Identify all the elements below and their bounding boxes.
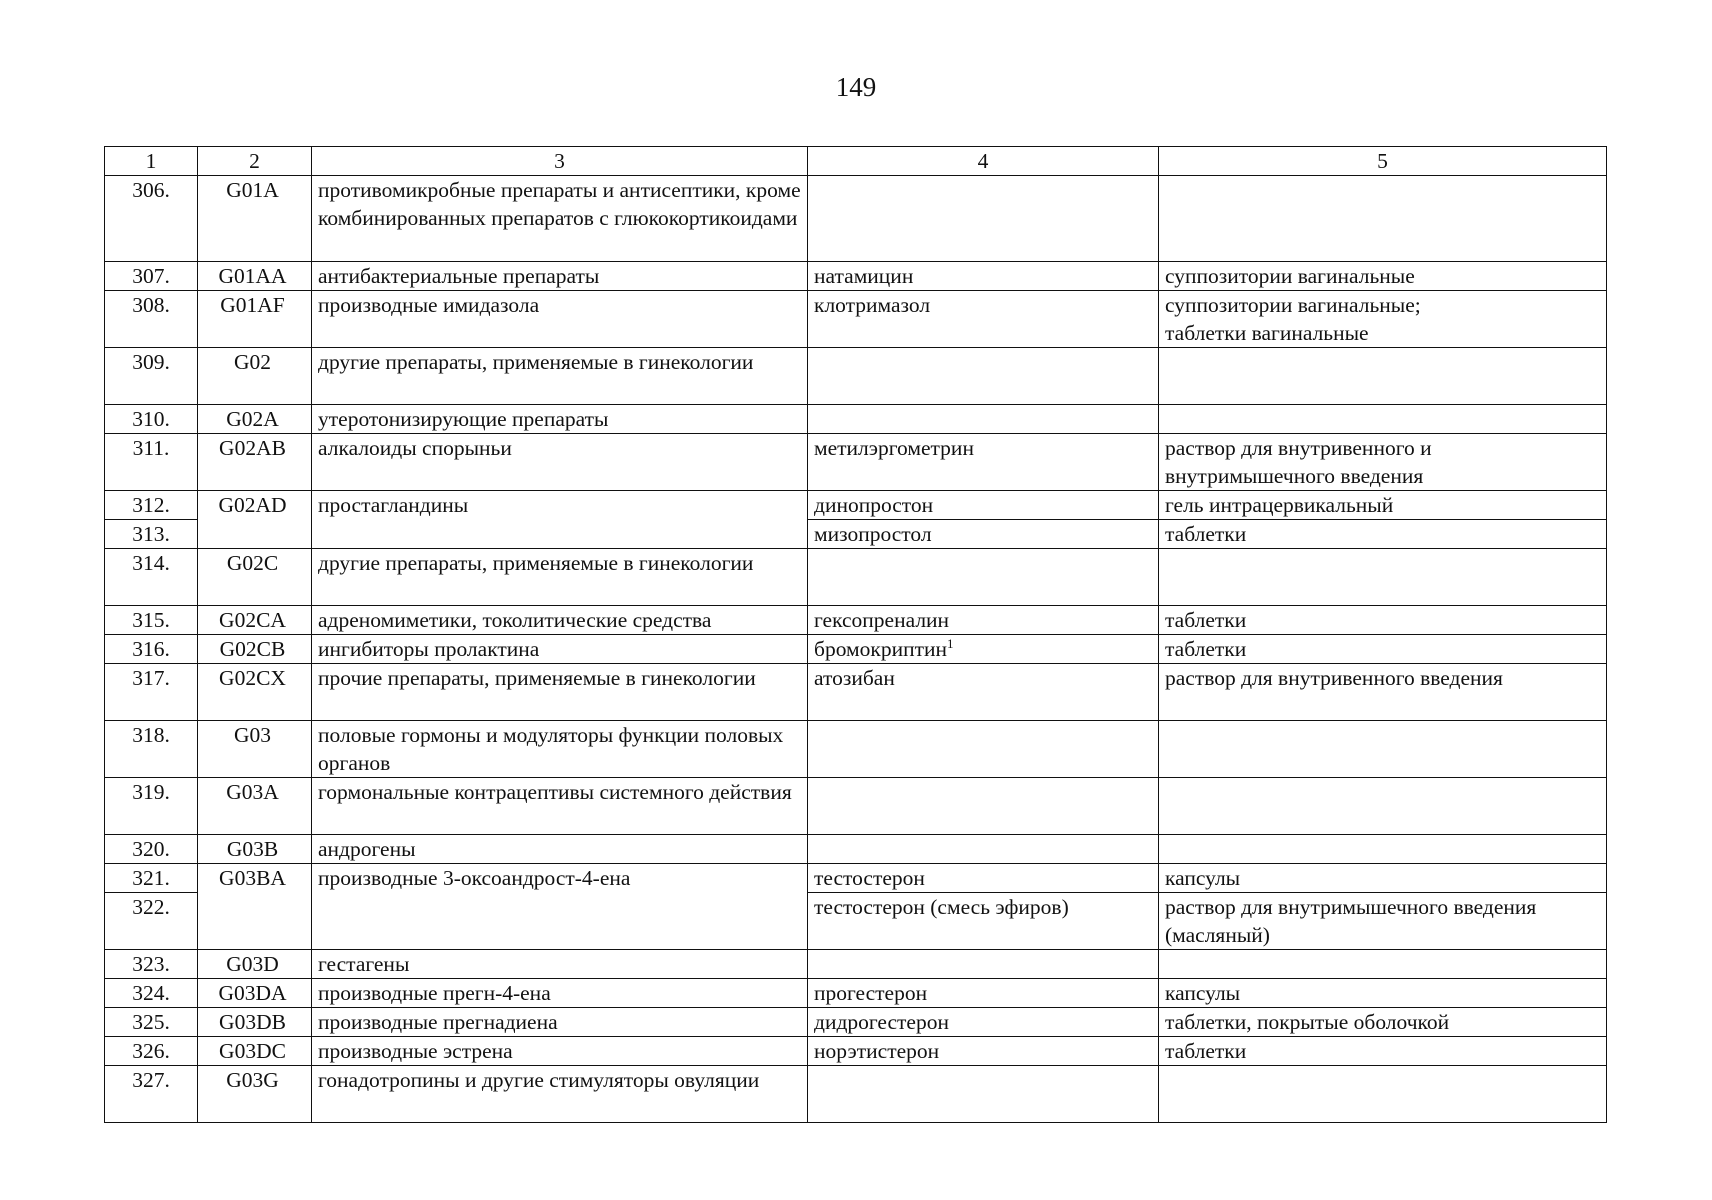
dosage-form [1159,404,1607,433]
dosage-form: таблетки [1159,634,1607,663]
drug-name-text: метилэргометрин [814,435,974,460]
drug-name [808,634,1159,663]
group-description: прочие препараты, применяемые в гинекологии [312,663,808,720]
dosage-form [1159,949,1607,978]
drug-name [808,490,1159,519]
drug-name [808,261,1159,290]
row-number: 308. [105,290,198,347]
table-row [105,663,1607,720]
table-row [105,261,1607,290]
drug-name-text: тестостерон [814,865,925,890]
atc-code: G02AD [198,490,312,548]
row-number: 313. [105,519,198,548]
drug-name-text: норэтистерон [814,1038,940,1063]
atc-code: G01AA [198,261,312,290]
table-row [105,433,1607,490]
table-row [105,548,1607,605]
drug-name [808,1007,1159,1036]
row-number: 321. [105,863,198,892]
drug-name-text: бромокриптин [814,636,947,661]
row-number: 325. [105,1007,198,1036]
drug-name [808,777,1159,834]
atc-code: G03 [198,720,312,777]
group-description: адреномиметики, токолитические средства [312,605,808,634]
table-row [105,176,1607,262]
group-description: гормональные контрацептивы системного действия [312,777,808,834]
group-description: утеротонизирующие препараты [312,404,808,433]
group-description: противомикробные препараты и антисептики, кроме комбинированных препаратов с глюкокортикоидами [312,176,808,262]
drug-name [808,978,1159,1007]
page-number: 149 [835,72,877,102]
atc-code: G03DB [198,1007,312,1036]
drug-name-text: атозибан [814,665,895,690]
drug-name [808,548,1159,605]
drug-name-text: клотримазол [814,292,931,317]
dosage-form: капсулы [1159,863,1607,892]
atc-code: G03DC [198,1036,312,1065]
row-number: 314. [105,548,198,605]
group-description: производные прегнадиена [312,1007,808,1036]
dosage-form: раствор для внутривенного и внутримышечного введения [1159,433,1607,490]
dosage-form: суппозитории вагинальные [1159,261,1607,290]
table-body [105,176,1607,1123]
group-description: простагландины [312,490,808,548]
drug-name [808,663,1159,720]
row-number: 319. [105,777,198,834]
group-description: другие препараты, применяемые в гинекологии [312,548,808,605]
dosage-form [1159,1065,1607,1122]
column-header: 1 [105,147,198,176]
row-number: 312. [105,490,198,519]
atc-code: G03D [198,949,312,978]
footnote-marker: 1 [947,635,954,651]
table-row [105,777,1607,834]
dosage-form [1159,176,1607,262]
drug-table [104,146,1607,1123]
dosage-form: гель интрацервикальный [1159,490,1607,519]
row-number: 327. [105,1065,198,1122]
dosage-form: капсулы [1159,978,1607,1007]
atc-code: G02AB [198,433,312,490]
dosage-form: таблетки, покрытые оболочкой [1159,1007,1607,1036]
dosage-form: раствор для внутримышечного введения (масляный) [1159,892,1607,949]
dosage-form: таблетки [1159,519,1607,548]
dosage-form: таблетки [1159,1036,1607,1065]
drug-name-text: мизопростол [814,521,932,546]
drug-name-text: прогестерон [814,980,928,1005]
drug-name [808,433,1159,490]
table-row [105,834,1607,863]
table-row [105,347,1607,404]
column-header: 3 [312,147,808,176]
atc-code: G02 [198,347,312,404]
group-description: андрогены [312,834,808,863]
drug-name [808,949,1159,978]
group-description: алкалоиды спорыньи [312,433,808,490]
dosage-form [1159,347,1607,404]
group-description: производные эстрена [312,1036,808,1065]
drug-name [808,1065,1159,1122]
row-number: 322. [105,892,198,949]
table-row [105,1036,1607,1065]
drug-name [808,290,1159,347]
drug-name [808,347,1159,404]
group-description: производные 3-оксоандрост-4-ена [312,863,808,949]
row-number: 311. [105,433,198,490]
row-number: 326. [105,1036,198,1065]
group-description: ингибиторы пролактина [312,634,808,663]
table-row [105,605,1607,634]
drug-name [808,863,1159,892]
row-number: 316. [105,634,198,663]
group-description: другие препараты, применяемые в гинекологии [312,347,808,404]
row-number: 306. [105,176,198,262]
table-row [105,1007,1607,1036]
row-number: 323. [105,949,198,978]
row-number: 317. [105,663,198,720]
group-description: производные имидазола [312,290,808,347]
dosage-form: суппозитории вагинальные; таблетки вагинальные [1159,290,1607,347]
table-row [105,490,1607,519]
row-number: 310. [105,404,198,433]
drug-name-text: тестостерон (смесь эфиров) [814,894,1069,919]
dosage-form [1159,777,1607,834]
row-number: 318. [105,720,198,777]
atc-code: G02CB [198,634,312,663]
group-description: производные прегн-4-ена [312,978,808,1007]
row-number: 315. [105,605,198,634]
table-row [105,404,1607,433]
drug-name [808,834,1159,863]
table-row [105,949,1607,978]
dosage-form: таблетки [1159,605,1607,634]
table-header-row [105,147,1607,176]
atc-code: G03A [198,777,312,834]
dosage-form [1159,548,1607,605]
drug-name [808,519,1159,548]
atc-code: G03DA [198,978,312,1007]
table-row [105,720,1607,777]
atc-code: G01A [198,176,312,262]
atc-code: G01AF [198,290,312,347]
drug-name-text: динопростон [814,492,934,517]
row-number: 309. [105,347,198,404]
column-header: 2 [198,147,312,176]
atc-code: G02CA [198,605,312,634]
table-row [105,863,1607,892]
atc-code: G02CX [198,663,312,720]
drug-name-text: натамицин [814,263,914,288]
drug-name-text: гексопреналин [814,607,950,632]
column-header: 4 [808,147,1159,176]
drug-name [808,176,1159,262]
drug-name [808,720,1159,777]
dosage-form: раствор для внутривенного введения [1159,663,1607,720]
group-description: гонадотропины и другие стимуляторы овуляции [312,1065,808,1122]
row-number: 324. [105,978,198,1007]
group-description: антибактериальные препараты [312,261,808,290]
atc-code: G03G [198,1065,312,1122]
drug-name [808,892,1159,949]
dosage-form [1159,720,1607,777]
table-row [105,978,1607,1007]
table-row [105,634,1607,663]
atc-code: G03BA [198,863,312,949]
drug-name [808,404,1159,433]
table-row [105,290,1607,347]
column-header: 5 [1159,147,1607,176]
drug-name-text: дидрогестерон [814,1009,949,1034]
group-description: половые гормоны и модуляторы функции половых органов [312,720,808,777]
row-number: 320. [105,834,198,863]
atc-code: G02A [198,404,312,433]
drug-name [808,1036,1159,1065]
row-number: 307. [105,261,198,290]
dosage-form [1159,834,1607,863]
atc-code: G02C [198,548,312,605]
atc-code: G03B [198,834,312,863]
group-description: гестагены [312,949,808,978]
drug-name [808,605,1159,634]
table-row [105,1065,1607,1122]
